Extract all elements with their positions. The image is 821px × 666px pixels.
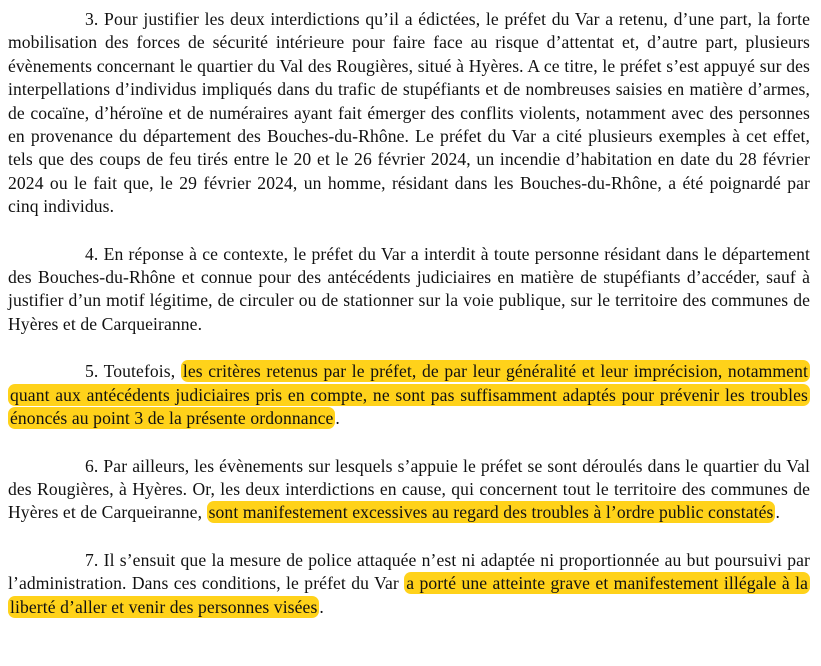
paragraph-6 [8, 455, 810, 525]
paragraph-4 [8, 243, 810, 337]
highlighted-text: les critères retenus par le préfet, de par leur généralité et leur imprécision, notamment quant aux antécédents judiciaires pris en compte, ne sont pas suffisamment adaptés pour prévenir les troubles énoncés au point 3 de la présente ordonnance [10, 361, 808, 429]
paragraph-7 [8, 549, 810, 619]
paragraph-text: 7. Il s’ensuit que la mesure de police attaquée n’est ni adaptée ni proportionnée au but poursuivi par l’administration. Dans ces conditions, le préfet du Var [8, 549, 810, 594]
paragraph-3 [8, 8, 810, 219]
paragraph-text: 4. En réponse à ce contexte, le préfet du Var a interdit à toute personne résidant dans le département des Bouches-du-Rhône et connue pour des antécédents judiciaires en matière de stupéfiants d’accéder, sauf à justifier d’un motif légitime, de circuler ou de stationner sur la voie publique, sur le territoire des communes de Hyères et de Carqueiranne. [8, 243, 810, 334]
paragraph-text: . [319, 596, 324, 617]
paragraph-text: . [775, 502, 780, 523]
highlighted-text: a porté une atteinte grave et manifestement illégale à la liberté d’aller et venir des personnes visées [10, 573, 808, 617]
paragraph-text: . [335, 408, 340, 429]
paragraph-text: 5. Toutefois, [85, 361, 181, 382]
paragraph-5 [8, 360, 810, 430]
highlighted-text: sont manifestement excessives au regard des troubles à l’ordre public constatés [208, 502, 774, 523]
paragraph-text: 6. Par ailleurs, les évènements sur lesquels s’appuie le préfet se sont déroulés dans le quartier du Val des Rougières, à Hyères. Or, les deux interdictions en cause, qui concernent tout le territoire des communes de Hyères et de Carqueiranne, [8, 455, 810, 523]
paragraph-text: 3. Pour justifier les deux interdictions qu’il a édictées, le préfet du Var a retenu, d’une part, la forte mobilisation des forces de sécurité intérieure pour faire face au risque d’attentat et, d’autre part, plusieurs évènements concernant le quartier du Val des Rougières, situé à Hyères. A ce titre, le préfet s’est appuyé sur des interpellations d’individus impliqués dans du trafic de stupéfiants et de nombreuses saisies en matière d’armes, de cocaïne, d’héroïne et de numéraires ayant fait émerger des conflits violents, notamment avec des personnes en provenance du département des Bouches-du-Rhône. Le préfet du Var a cité plusieurs exemples à cet effet, tels que des coups de feu tirés entre le 20 et le 26 février 2024, un incendie d’habitation en date du 28 février 2024 ou le fait que, le 29 février 2024, un homme, résidant dans les Bouches-du-Rhône, a été poignardé par cinq individus. [8, 9, 810, 217]
